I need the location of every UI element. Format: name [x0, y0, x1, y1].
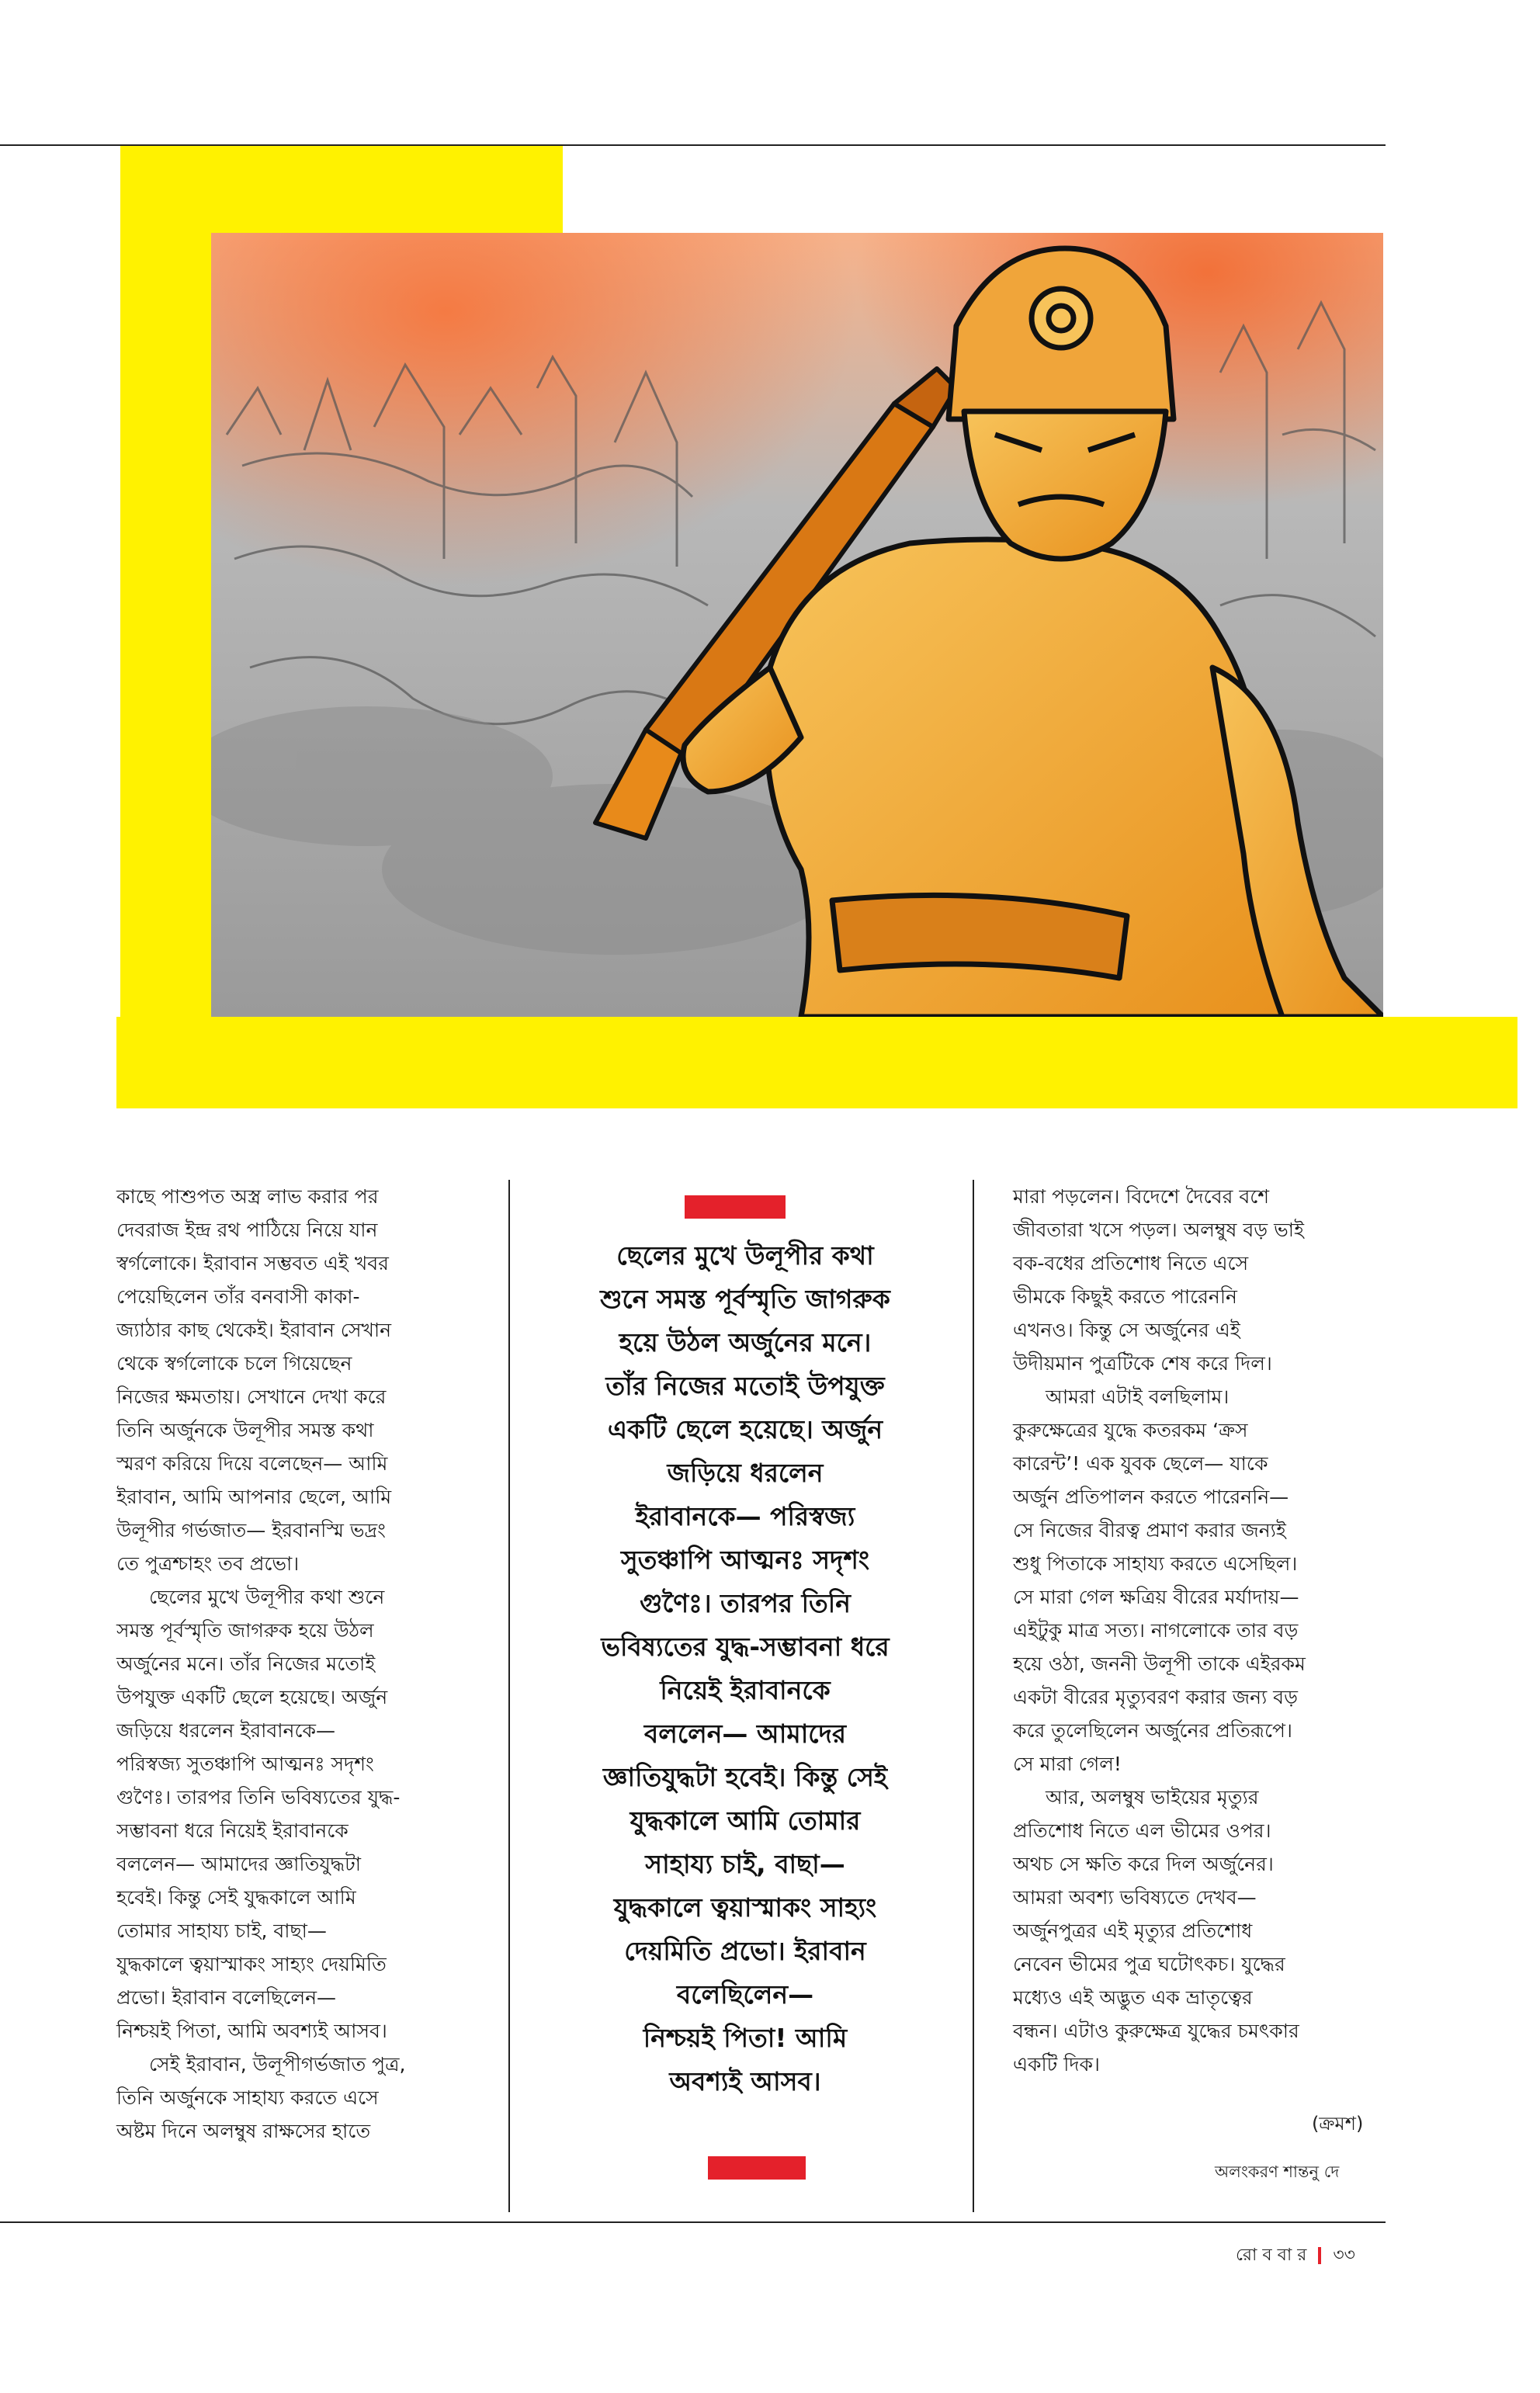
text-line: থেকে স্বর্গলোকে চলে গিয়েছেন: [116, 1352, 352, 1375]
text-line: অর্জুনপুত্রর এই মৃত্যুর প্রতিশোধ: [1013, 1920, 1253, 1942]
text-line: পরিস্বজ্য সুতঞ্চাপি আত্মনঃ সদৃশং: [116, 1753, 374, 1775]
text-line: অর্জুনের মনে। তাঁর নিজের মতোই: [116, 1653, 376, 1675]
yellow-band-bottom: [116, 1017, 1517, 1108]
text-line: সমস্ত পূর্বস্মৃতি জাগরুক হয়ে উঠল: [116, 1619, 374, 1642]
pull-quote-line: বলেছিলেন—: [676, 1979, 814, 2010]
text-line: অষ্টম দিনে অলম্বুষ রাক্ষসের হাতে: [116, 2120, 371, 2142]
text-line: বললেন— আমাদের জ্ঞাতিযুদ্ধটা: [116, 1853, 361, 1875]
text-line: তে পুত্রশ্চাহং তব প্রভো।: [116, 1552, 300, 1575]
pull-quote-line: অবশ্যই আসব।: [669, 2066, 821, 2096]
pull-quote-line: ভবিষ্যতের যুদ্ধ-সম্ভাবনা ধরে: [601, 1632, 890, 1662]
pull-quote-line: তাঁর নিজের মতোই উপযুক্ত: [605, 1371, 885, 1401]
text-line: উদীয়মান পুত্রটিকে শেষ করে দিল।: [1013, 1352, 1272, 1375]
text-line: আমরা এটাই বলছিলাম।: [1046, 1386, 1230, 1408]
text-line: শুধু পিতাকে সাহায্য করতে এসেছিল।: [1013, 1552, 1298, 1575]
text-line: হয়ে ওঠা, জননী উলূপী তাকে এইরকম: [1013, 1653, 1306, 1675]
page-footer: [1236, 2242, 1355, 2270]
continued-label: (ক্রমশ): [1312, 2113, 1364, 2135]
illustration-credit: অলংকরণ শান্তনু দে: [1215, 2162, 1340, 2181]
text-line: আর, অলম্বুষ ভাইয়ের মৃত্যুর: [1046, 1786, 1259, 1809]
text-line: নিশ্চয়ই পিতা, আমি অবশ্যই আসব।: [116, 2020, 387, 2042]
text-line: স্মরণ করিয়ে দিয়ে বলেছেন— আমি: [116, 1452, 388, 1475]
text-line: হবেই। কিন্তু সেই যুদ্ধকালে আমি: [116, 1886, 356, 1909]
text-line: সে মারা গেল!: [1013, 1753, 1122, 1775]
pull-quote-line: হয়ে উঠল অর্জুনের মনে।: [619, 1327, 872, 1358]
pull-quote-line: বললেন— আমাদের: [643, 1718, 847, 1749]
text-line: স্বর্গলোকে। ইরাবান সম্ভবত এই খবর: [116, 1252, 389, 1275]
pull-quote-line: শুনে সমস্ত পূর্বস্মৃতি জাগরুক: [600, 1284, 890, 1314]
pull-quote-line: সাহায্য চাই, বাছা—: [645, 1849, 845, 1879]
text-line: যুদ্ধকালে ত্বয়াস্মাকং সাহ্যং দেয়মিতি: [116, 1953, 387, 1975]
pull-quote-line: জ্ঞাতিযুদ্ধটা হবেই। কিন্তু সেই: [602, 1762, 888, 1792]
text-line: গুণৈঃ। তারপর তিনি ভবিষ্যতের যুদ্ধ-: [116, 1786, 401, 1809]
pull-quote-line: ইরাবানকে— পরিস্বজ্য: [635, 1501, 855, 1531]
text-line: একটি দিক।: [1013, 2053, 1100, 2076]
text-line: নেবেন ভীমের পুত্র ঘটোৎকচ। যুদ্ধের: [1013, 1953, 1285, 1975]
pull-quote-line: দেয়মিতি প্রভো। ইরাবান: [624, 1936, 866, 1966]
text-line: তিনি অর্জুনকে উলূপীর সমস্ত কথা: [116, 1419, 374, 1441]
text-line: করে তুলেছিলেন অর্জুনের প্রতিরূপে।: [1013, 1719, 1292, 1742]
text-line: সে নিজের বীরত্ব প্রমাণ করার জন্যই: [1013, 1519, 1286, 1542]
pull-quote-top-bar: [685, 1195, 786, 1219]
text-line: তোমার সাহায্য চাই, বাছা—: [116, 1920, 327, 1942]
text-line: প্রভো। ইরাবান বলেছিলেন—: [116, 1986, 336, 2009]
column-left: [116, 1180, 481, 2148]
text-line: কারেন্ট’! এক যুবক ছেলে— যাকে: [1013, 1452, 1268, 1475]
text-line: ভীমকে কিছুই করতে পারেননি: [1013, 1285, 1237, 1308]
pull-quote-line: নিশ্চয়ই পিতা! আমি: [643, 2023, 848, 2053]
text-line: উপযুক্ত একটি ছেলে হয়েছে। অর্জুন: [116, 1686, 388, 1708]
text-line: নিজের ক্ষমতায়। সেখানে দেখা করে: [116, 1386, 387, 1408]
pull-quote-line: নিয়েই ইরাবানকে: [660, 1675, 831, 1705]
text-line: তিনি অর্জুনকে সাহায্য করতে এসে: [116, 2086, 379, 2109]
pull-quote-line: যুদ্ধকালে ত্বয়াস্মাকং সাহ্যং: [613, 1892, 877, 1923]
pull-quote-line: যুদ্ধকালে আমি তোমার: [630, 1805, 861, 1836]
pull-quote: [512, 1234, 978, 2103]
text-line: সেই ইরাবান, উলূপীগর্ভজাত পুত্র,: [149, 2053, 406, 2076]
footer-separator: [1318, 2247, 1321, 2264]
yellow-block-left: [120, 146, 212, 1108]
pull-quote-line: একটি ছেলে হয়েছে। অর্জুন: [607, 1414, 883, 1444]
text-line: উলূপীর গর্ভজাত— ইরবানস্মি ভদ্রং: [116, 1519, 386, 1542]
text-line: এখনও। কিন্তু সে অর্জুনের এই: [1013, 1319, 1240, 1341]
bottom-rule: [0, 2221, 1386, 2223]
text-line: অথচ সে ক্ষতি করে দিল অর্জুনের।: [1013, 1853, 1274, 1875]
text-line: কুরুক্ষেত্রের যুদ্ধে কতরকম ‘ক্রস: [1013, 1419, 1248, 1441]
pull-quote-line: সুতঞ্চাপি আত্মনঃ সদৃশং: [620, 1545, 870, 1575]
text-line: ছেলের মুখে উলূপীর কথা শুনে: [149, 1586, 385, 1608]
text-line: মারা পড়লেন। বিদেশে দৈবের বশে: [1013, 1185, 1270, 1208]
text-line: সম্ভাবনা ধরে নিয়েই ইরাবানকে: [116, 1819, 349, 1842]
text-line: এইটুকু মাত্র সত্য। নাগলোকে তার বড়: [1013, 1619, 1299, 1642]
text-line: মধ্যেও এই অদ্ভুত এক ভ্রাতৃত্বের: [1013, 1986, 1253, 2009]
text-line: ইরাবান, আমি আপনার ছেলে, আমি: [116, 1486, 392, 1508]
text-line: জ্যাঠার কাছ থেকেই। ইরাবান সেখান: [116, 1319, 392, 1341]
warrior-illustration: [211, 233, 1383, 1017]
footer-section: রো ব বা র: [1236, 2246, 1307, 2265]
column-rule-left: [508, 1180, 510, 2212]
text-line: একটা বীরের মৃত্যুবরণ করার জন্য বড়: [1013, 1686, 1298, 1708]
text-line: অর্জুন প্রতিপালন করতে পারেননি—: [1013, 1486, 1289, 1508]
text-line: দেবরাজ ইন্দ্র রথ পাঠিয়ে নিয়ে যান: [116, 1219, 378, 1241]
pull-quote-line: ছেলের মুখে উলূপীর কথা: [616, 1240, 874, 1271]
footer-page-number: ৩৩: [1333, 2246, 1355, 2265]
text-line: পেয়েছিলেন তাঁর বনবাসী কাকা-: [116, 1285, 360, 1308]
text-line: কাছে পাশুপত অস্ত্র লাভ করার পর: [116, 1185, 379, 1208]
text-line: জড়িয়ে ধরলেন ইরাবানকে—: [116, 1719, 336, 1742]
warrior-icon: [211, 233, 1383, 1017]
text-line: সে মারা গেল ক্ষত্রিয় বীরের মর্যাদায়—: [1013, 1586, 1299, 1608]
column-right: [1013, 1180, 1409, 2081]
pull-quote-line: জড়িয়ে ধরলেন: [667, 1458, 824, 1488]
text-line: প্রতিশোধ নিতে এল ভীমের ওপর।: [1013, 1819, 1271, 1842]
text-line: জীবতারা খসে পড়ল। অলম্বুষ বড় ভাই: [1013, 1219, 1304, 1241]
text-line: বন্ধন। এটাও কুরুক্ষেত্র যুদ্ধের চমৎকার: [1013, 2020, 1299, 2042]
pull-quote-line: গুণৈঃ। তারপর তিনি: [640, 1588, 851, 1618]
text-line: আমরা অবশ্য ভবিষ্যতে দেখব—: [1013, 1886, 1257, 1909]
pull-quote-bottom-bar: [708, 2156, 806, 2180]
text-line: বক-বধের প্রতিশোধ নিতে এসে: [1013, 1252, 1249, 1275]
